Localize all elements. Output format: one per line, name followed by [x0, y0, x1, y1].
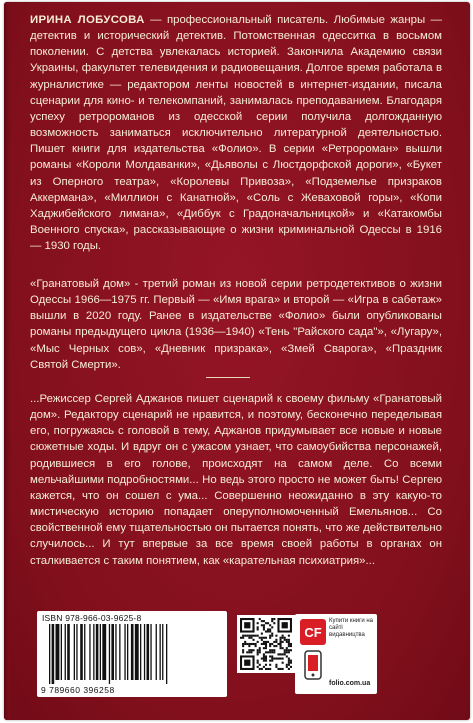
novel-description-text: «Гранатовый дом» - третий роман из новой серии ретродетективов о жизни Одессы 1966—1975 гг. Первый — «Имя врага» и второй — «Игра в сабөтаж» вышли в 2020 году. Ранее в издательстве «Фолио» были опубликованы романы предыдущего цикла (1936—1940) «Тень "Райского сада"», «Лугару», «Мыс Черных сов», «Дневник призрака», «Змей Сварога», «Праздник Святой Смерти».: [30, 278, 442, 371]
qr-code-icon: [240, 618, 292, 670]
publisher-promo: [295, 614, 377, 694]
isbn-barcode: [37, 611, 227, 697]
barcode-digits: 9 789660 396258: [41, 685, 115, 695]
synopsis-text: ...Режиссер Сергей Аджанов пишет сценарий к своему фильму «Гранатовый дом». Редактору сценарий не нравится, и поэтому, бесконечно переделывая его, погружаясь с головой в тему, Аджанов придумывает все новые и новые сюжетные ходы. И вдруг он с ужасом узнает, что самоубийства персонажей, родившиеся в его голове, происходят на самом деле. Со всеми мельчайшими подробностями... Но ведь этого просто не может быть! Сергею кажется, что он сошел с ума... Совершенно неожиданно в эту какую-то мистическую историю попадает оперуполномоченный Емельянов... Со свойственной ему тщательностью он пытается понять, что же действительно случилось... И тут впервые за все время своей работы в органах он сталкивается с таким понятием, как «карательная психиатрия»...: [30, 393, 442, 567]
author-bio: [30, 12, 442, 254]
author-name: ИРИНА ЛОБУСОВА: [30, 14, 145, 26]
publisher-logo: CF: [300, 619, 326, 645]
publisher-site: folio.com.ua: [329, 680, 371, 687]
qr-code: [237, 615, 295, 673]
promo-text: Купити книги на сайті видавництва: [329, 618, 374, 638]
book-back-cover: [4, 2, 470, 720]
isbn-number: ISBN 978-966-03-9625-8: [42, 613, 142, 623]
novel-description: [30, 276, 442, 373]
section-divider: [206, 377, 250, 378]
synopsis: [30, 391, 442, 569]
barcode-icon: [47, 624, 217, 684]
author-bio-text: — профессиональный писатель. Любимые жанры — детектив и исторический детектив. Потомственная одесситка в восьмом поколении. С детства увлекалась историей. Закончила Академию связи Украины, факультет телевидения и радиовещания. Долгое время работала в журналистике — редактором ленты новостей в интернет-издании, писала сценарии для кино- и телекомпаний, занималась преподаванием. Благодаря успеху ретророманов из одесской серии получила долгожданную возможность заниматься исключительно литературной деятельностью. Пишет книги для издательства «Фолио». В серии «Ретророман» вышли романы «Короли Молдаванки», «Дьяволы с Люстдорфской дороги», «Букет из Оперного театра», «Королевы Привоза», «Подземелье призраков Аккермана», «Миллион с Канатной», «Соль с Жеваховой горы», «Копи Хаджибейского лимана», «Диббук с Градоначальницкой» и «Катакомбы Военного спуска», рассказывающие о жизни криминальной Одессы в 1916 — 1930 годы.: [30, 14, 442, 253]
phone-icon: [304, 650, 322, 680]
cover-spine-edge: [4, 2, 12, 720]
